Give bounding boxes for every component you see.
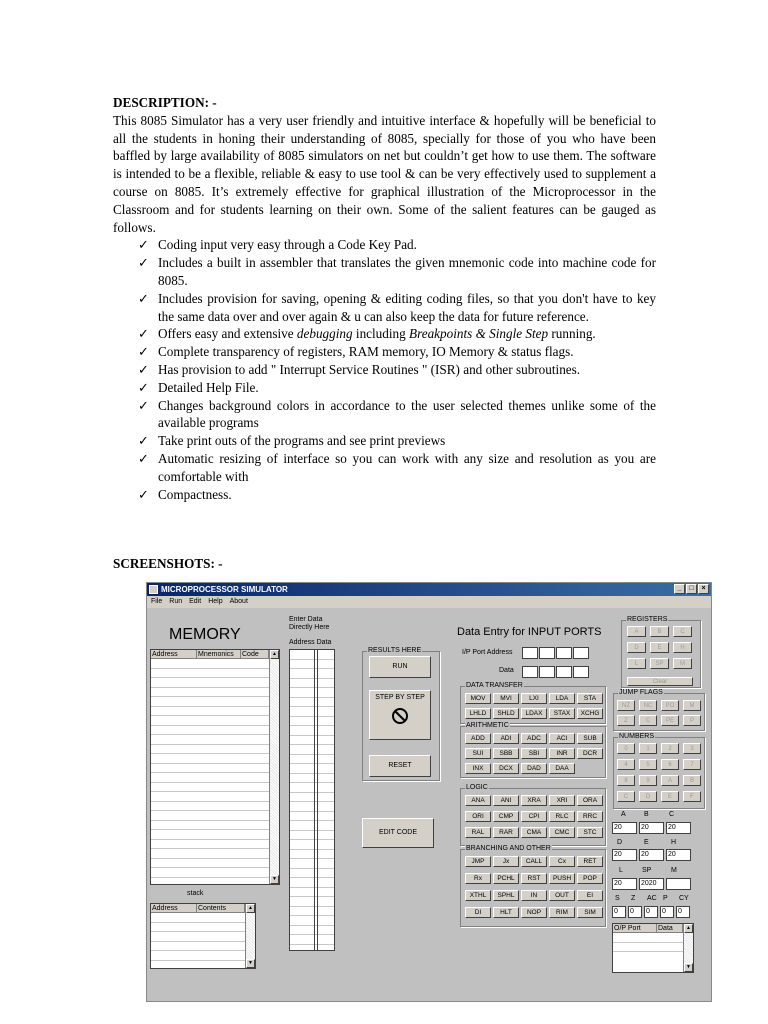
menu-run[interactable]: Run: [169, 598, 183, 605]
register-sp-value[interactable]: 2020: [639, 878, 664, 890]
table-row: [290, 802, 334, 812]
instr-call-button[interactable]: CALL: [521, 856, 547, 867]
ip-port-address-digit[interactable]: [573, 647, 589, 659]
arithmetic-title: ARITHMETIC: [466, 722, 509, 729]
number-key[interactable]: A: [661, 775, 679, 786]
instr-cmp-button[interactable]: CMP: [493, 811, 519, 822]
instr-jx-button[interactable]: Jx: [493, 856, 519, 867]
flag-value[interactable]: 0: [644, 906, 658, 918]
register-d-value[interactable]: 20: [612, 849, 637, 861]
output-port-table[interactable]: [612, 923, 694, 973]
jump-flag-key[interactable]: NZ: [617, 700, 635, 711]
instr-mov-button[interactable]: MOV: [465, 693, 491, 704]
instr-jmp-button[interactable]: JMP: [465, 856, 491, 867]
numbers-title: NUMBERS: [619, 733, 655, 740]
number-key[interactable]: C: [617, 791, 635, 802]
table-row: [151, 913, 245, 923]
direct-entry-rows: [290, 650, 334, 945]
reg-label: M: [671, 867, 677, 874]
column-header: Data: [657, 924, 683, 932]
step-by-step-label: STEP BY STEP: [375, 694, 425, 701]
table-row: [151, 707, 269, 717]
instr-rx-button[interactable]: Rx: [465, 873, 491, 884]
table-row: [151, 754, 269, 764]
instr-shld-button[interactable]: SHLD: [493, 708, 519, 719]
instr-hlt-button[interactable]: HLT: [493, 907, 519, 918]
table-row: [151, 716, 269, 726]
flag-label: CY: [679, 895, 689, 902]
register-key[interactable]: L: [627, 658, 646, 669]
number-key[interactable]: B: [683, 775, 701, 786]
instr-ana-button[interactable]: ANA: [465, 795, 491, 806]
register-e-value[interactable]: 20: [639, 849, 664, 861]
jump-flags-title: JUMP FLAGS: [619, 689, 663, 696]
table-row: [290, 650, 334, 660]
window-title: MICROPROCESSOR SIMULATOR: [161, 585, 288, 594]
table-row: [290, 736, 334, 746]
register-c-value[interactable]: 20: [666, 822, 691, 834]
output-port-scrollbar[interactable]: [683, 924, 693, 972]
table-row: [151, 726, 269, 736]
instr-cpi-button[interactable]: CPI: [521, 811, 547, 822]
logic-title: LOGIC: [466, 784, 488, 791]
table-row: [151, 849, 269, 859]
jump-flag-key[interactable]: P: [683, 715, 701, 726]
table-row: [290, 698, 334, 708]
table-row: [151, 697, 269, 707]
register-a-value[interactable]: 20: [612, 822, 637, 834]
number-key[interactable]: 6: [661, 759, 679, 770]
instr-daa-button[interactable]: DAA: [549, 763, 575, 774]
instr-adi-button[interactable]: ADI: [493, 733, 519, 744]
number-key[interactable]: 4: [617, 759, 635, 770]
instr-rim-button[interactable]: RIM: [549, 907, 575, 918]
flag-value[interactable]: 0: [612, 906, 626, 918]
table-row: [151, 840, 269, 850]
register-b-value[interactable]: 20: [639, 822, 664, 834]
menu-help[interactable]: Help: [208, 598, 223, 605]
table-row: [151, 764, 269, 774]
checkmark-icon: ✓: [138, 397, 150, 413]
instr-sbb-button[interactable]: SBB: [493, 748, 519, 759]
window-controls: [674, 584, 709, 594]
table-row: [151, 859, 269, 869]
instr-xri-button[interactable]: XRI: [549, 795, 575, 806]
register-key[interactable]: E: [650, 642, 669, 653]
ip-data-digit[interactable]: [539, 666, 555, 678]
instr-dad-button[interactable]: DAD: [521, 763, 547, 774]
description-heading: DESCRIPTION: -: [113, 95, 217, 110]
checkmark-icon: ✓: [138, 450, 150, 466]
ip-port-address-digit[interactable]: [539, 647, 555, 659]
stack-scrollbar[interactable]: [245, 904, 255, 968]
number-key[interactable]: 2: [661, 743, 679, 754]
table-row: [290, 745, 334, 755]
table-row: [290, 859, 334, 869]
table-row: [290, 755, 334, 765]
ip-data-label: Data: [499, 667, 514, 674]
reg-label: L: [619, 867, 623, 874]
instr-cma-button[interactable]: CMA: [521, 827, 547, 838]
instr-add-button[interactable]: ADD: [465, 733, 491, 744]
instr-stax-button[interactable]: STAX: [549, 708, 575, 719]
instr-nop-button[interactable]: NOP: [521, 907, 547, 918]
instr-rst-button[interactable]: RST: [521, 873, 547, 884]
instr-dcr-button[interactable]: DCR: [577, 748, 603, 759]
instr-xchg-button[interactable]: XCHG: [577, 708, 603, 719]
table-row: [290, 878, 334, 888]
scroll-down-icon[interactable]: ▼: [270, 875, 279, 884]
feature-item: ✓ Compactness.: [138, 486, 232, 502]
app-icon: [149, 585, 158, 594]
scroll-down-icon[interactable]: ▼: [684, 963, 693, 972]
memory-table[interactable]: [150, 649, 280, 885]
table-row: [151, 792, 269, 802]
feature-item: ✓ Coding input very easy through a Code Key Pad.: [138, 237, 417, 253]
flag-label: S: [615, 895, 620, 902]
instr-ora-button[interactable]: ORA: [577, 795, 603, 806]
reg-label: H: [671, 839, 677, 846]
table-row: [290, 821, 334, 831]
table-row: [151, 735, 269, 745]
number-key[interactable]: 1: [639, 743, 657, 754]
column-header: Contents: [197, 904, 245, 912]
reg-label: SP: [642, 867, 652, 874]
registers-title: REGISTERS: [627, 616, 668, 623]
instr-sui-button[interactable]: SUI: [465, 748, 491, 759]
grid-separator: [314, 650, 318, 950]
instr-rlc-button[interactable]: RLC: [549, 811, 575, 822]
table-row: [290, 774, 334, 784]
ip-port-address-digit[interactable]: [556, 647, 572, 659]
close-icon[interactable]: ×: [698, 584, 709, 594]
column-header: O/P Port: [613, 924, 657, 932]
instr-xra-button[interactable]: XRA: [521, 795, 547, 806]
feature-item: ✓ Detailed Help File.: [138, 379, 259, 395]
instr-di-button[interactable]: DI: [465, 907, 491, 918]
table-row: [151, 942, 245, 952]
table-row: [290, 793, 334, 803]
ip-data-digit[interactable]: [573, 666, 589, 678]
register-key[interactable]: A: [627, 626, 646, 637]
title-bar: [147, 583, 711, 596]
table-row: [151, 783, 269, 793]
table-row: [151, 868, 269, 878]
number-key[interactable]: 0: [617, 743, 635, 754]
jump-flag-key[interactable]: Z: [617, 715, 635, 726]
instr-inr-button[interactable]: INR: [549, 748, 575, 759]
table-row: [151, 688, 269, 698]
register-key[interactable]: SP: [650, 658, 669, 669]
memory-table-header: [151, 650, 279, 659]
table-row: [151, 932, 245, 942]
jump-flag-key[interactable]: PE: [661, 715, 679, 726]
instr-pchl-button[interactable]: PCHL: [493, 873, 519, 884]
register-clear-button[interactable]: Clear: [627, 677, 693, 686]
instr-adc-button[interactable]: ADC: [521, 733, 547, 744]
instr-lxi-button[interactable]: LXI: [521, 693, 547, 704]
register-key[interactable]: C: [673, 626, 692, 637]
table-row: [151, 802, 269, 812]
column-header: Address: [151, 650, 197, 658]
flag-label: AC: [647, 895, 657, 902]
register-l-value[interactable]: 20: [612, 878, 637, 890]
instr-ei-button[interactable]: EI: [577, 890, 603, 901]
table-row: [290, 688, 334, 698]
checkmark-icon: ✓: [138, 433, 150, 449]
direct-entry-grid[interactable]: [289, 649, 335, 951]
table-row: [290, 869, 334, 879]
flag-label: Z: [631, 895, 636, 902]
table-row: [151, 923, 245, 933]
maximize-icon[interactable]: □: [686, 584, 697, 594]
menu-edit[interactable]: Edit: [189, 598, 202, 605]
instr-stc-button[interactable]: STC: [577, 827, 603, 838]
table-row: [151, 830, 269, 840]
ip-data-digit[interactable]: [556, 666, 572, 678]
edit-code-button[interactable]: EDIT CODE: [362, 818, 434, 848]
feature-item: ✓ Offers easy and extensive debugging including Breakpoints & Single Step running.: [138, 326, 596, 342]
feature-item: ✓ Includes a built in assembler that translates the given mnemonic code into machine code for 8085.: [138, 255, 656, 288]
table-row: [151, 745, 269, 755]
input-ports-title: Data Entry for INPUT PORTS: [457, 626, 602, 638]
flag-value[interactable]: 0: [660, 906, 674, 918]
table-row: [151, 659, 269, 669]
table-row: [290, 679, 334, 689]
table-row: [290, 907, 334, 917]
table-row: [290, 764, 334, 774]
instr-pop-button[interactable]: POP: [577, 873, 603, 884]
memory-title: MEMORY: [169, 626, 241, 643]
reg-label: A: [621, 811, 626, 818]
stack-label: stack: [187, 890, 204, 897]
reg-label: D: [617, 839, 623, 846]
reg-label: B: [644, 811, 649, 818]
instr-sbi-button[interactable]: SBI: [521, 748, 547, 759]
column-header: Mnemonics: [197, 650, 241, 658]
step-by-step-button[interactable]: [369, 690, 431, 740]
table-row: [290, 726, 334, 736]
jump-flag-key[interactable]: NC: [639, 700, 657, 711]
register-h-value[interactable]: 20: [666, 849, 691, 861]
screenshots-heading: SCREENSHOTS: -: [113, 556, 223, 571]
feature-item: ✓ Automatic resizing of interface so you can work with any size and resolution as you are comfortable with: [138, 450, 656, 484]
menu-about[interactable]: About: [229, 598, 248, 605]
register-key[interactable]: H: [673, 642, 692, 653]
run-button[interactable]: RUN: [369, 656, 431, 678]
checkmark-icon: ✓: [138, 379, 150, 395]
number-key[interactable]: 5: [639, 759, 657, 770]
column-header: Code: [241, 650, 269, 658]
table-row: [613, 933, 693, 943]
checkmark-icon: ✓: [138, 237, 150, 253]
stack-table[interactable]: [150, 903, 256, 969]
register-key[interactable]: M: [673, 658, 692, 669]
table-row: [151, 773, 269, 783]
instr-xthl-button[interactable]: XTHL: [465, 890, 491, 901]
instr-in-button[interactable]: IN: [521, 890, 547, 901]
memory-scrollbar[interactable]: [269, 650, 279, 884]
table-row: [290, 669, 334, 679]
enter-data-label: Enter Data Directly Here: [289, 616, 330, 631]
flag-value[interactable]: 0: [676, 906, 690, 918]
jump-flag-key[interactable]: M: [683, 700, 701, 711]
ip-port-address-label: I/P Port Address: [462, 649, 513, 656]
instr-lda-button[interactable]: LDA: [549, 693, 575, 704]
minimize-icon[interactable]: _: [674, 584, 685, 594]
number-key[interactable]: 7: [683, 759, 701, 770]
instr-out-button[interactable]: OUT: [549, 890, 575, 901]
register-key[interactable]: D: [627, 642, 646, 653]
instr-aci-button[interactable]: ACI: [549, 733, 575, 744]
flag-label: P: [663, 895, 668, 902]
instr-cx-button[interactable]: Cx: [549, 856, 575, 867]
table-row: [290, 783, 334, 793]
jump-flag-key[interactable]: C: [639, 715, 657, 726]
menu-bar: [147, 596, 711, 608]
reset-button[interactable]: RESET: [369, 755, 431, 777]
table-row: [151, 678, 269, 688]
instr-rar-button[interactable]: RAR: [493, 827, 519, 838]
table-row: [290, 850, 334, 860]
reg-label: E: [644, 839, 649, 846]
instr-lhld-button[interactable]: LHLD: [465, 708, 491, 719]
table-row: [290, 897, 334, 907]
scroll-down-icon[interactable]: ▼: [246, 959, 255, 968]
instr-rrc-button[interactable]: RRC: [577, 811, 603, 822]
flag-value[interactable]: 0: [628, 906, 642, 918]
table-row: [290, 831, 334, 841]
table-row: [290, 888, 334, 898]
branching-title: BRANCHING AND OTHER: [466, 845, 551, 852]
intro-paragraph: This 8085 Simulator has a very user friendly and intuitive interface & hopefully will be beneficial to all the students in honing their understanding of 8085, specially for those of you who have been baffled by large availability of 8085 simulators on net but couldn’t get how to use them. The software is intended to be a flexible, reliable & easy to use tool & can be very effectively used to supplement a course on 8085. It’s extremely effective for graphical illustration of the Microprocessor in the Classroom and for students learning on their own. Some of the salient features can be gauged as follows.: [113, 112, 656, 235]
checkmark-icon: ✓: [138, 344, 150, 360]
ip-port-address-digit[interactable]: [522, 647, 538, 659]
feature-item: ✓ Complete transparency of registers, RAM memory, IO Memory & status flags.: [138, 344, 574, 360]
instr-ori-button[interactable]: ORI: [465, 811, 491, 822]
feature-list: [113, 236, 656, 503]
output-port-header: [613, 924, 693, 933]
table-row: [613, 943, 693, 953]
stop-icon: [391, 707, 409, 725]
instr-sim-button[interactable]: SIM: [577, 907, 603, 918]
table-row: [151, 811, 269, 821]
number-key[interactable]: 3: [683, 743, 701, 754]
number-key[interactable]: D: [639, 791, 657, 802]
simulator-window: [146, 582, 712, 1002]
checkmark-icon: ✓: [138, 326, 150, 342]
number-key[interactable]: E: [661, 791, 679, 802]
scroll-up-icon[interactable]: ▲: [684, 924, 693, 933]
instr-cmc-button[interactable]: CMC: [549, 827, 575, 838]
table-row: [290, 707, 334, 717]
table-row: [290, 916, 334, 926]
number-key[interactable]: 8: [617, 775, 635, 786]
instr-sub-button[interactable]: SUB: [577, 733, 603, 744]
instr-sta-button[interactable]: STA: [577, 693, 603, 704]
data-transfer-title: DATA TRANSFER: [466, 682, 523, 689]
table-row: [290, 926, 334, 936]
menu-file[interactable]: File: [151, 598, 163, 605]
checkmark-icon: ✓: [138, 486, 150, 502]
feature-item: ✓ Take print outs of the programs and see print previews: [138, 433, 446, 449]
number-key[interactable]: F: [683, 791, 701, 802]
instr-sphl-button[interactable]: SPHL: [493, 890, 519, 901]
instr-push-button[interactable]: PUSH: [549, 873, 575, 884]
table-row: [290, 812, 334, 822]
stack-table-header: [151, 904, 255, 913]
instr-inx-button[interactable]: INX: [465, 763, 491, 774]
number-key[interactable]: 9: [639, 775, 657, 786]
table-row: [151, 669, 269, 679]
checkmark-icon: ✓: [138, 290, 150, 306]
instr-ral-button[interactable]: RAL: [465, 827, 491, 838]
ip-data-digit[interactable]: [522, 666, 538, 678]
feature-item: ✓ Includes provision for saving, opening & editing coding files, so that you don't have to key the same data over and over again & u can also keep the data for future reference.: [138, 290, 656, 324]
results-group-title: RESULTS HERE: [368, 647, 422, 654]
instr-ret-button[interactable]: RET: [577, 856, 603, 867]
table-row: [151, 821, 269, 831]
checkmark-icon: ✓: [138, 255, 150, 271]
register-m-value[interactable]: [666, 878, 691, 890]
instr-ldax-button[interactable]: LDAX: [521, 708, 547, 719]
table-row: [290, 840, 334, 850]
instr-mvi-button[interactable]: MVI: [493, 693, 519, 704]
stack-rows: [151, 913, 255, 961]
instr-ani-button[interactable]: ANI: [493, 795, 519, 806]
address-data-label: Address Data: [289, 639, 332, 646]
jump-flag-key[interactable]: PO: [661, 700, 679, 711]
feature-item: ✓ Has provision to add " Interrupt Service Routines " (ISR) and other subroutines.: [138, 361, 581, 377]
scroll-up-icon[interactable]: ▲: [246, 904, 255, 913]
register-key[interactable]: B: [650, 626, 669, 637]
reg-label: C: [669, 811, 675, 818]
document-body: [113, 94, 656, 503]
feature-item: ✓ Changes background colors in accordance to the user selected themes unlike some of the available programs: [138, 397, 656, 431]
checkmark-icon: ✓: [138, 361, 150, 377]
memory-rows: [151, 659, 279, 878]
table-row: [290, 935, 334, 945]
table-row: [290, 717, 334, 727]
instr-dcx-button[interactable]: DCX: [493, 763, 519, 774]
column-header: Address: [151, 904, 197, 912]
table-row: [151, 951, 245, 961]
scroll-up-icon[interactable]: ▲: [270, 650, 279, 659]
table-row: [290, 660, 334, 670]
